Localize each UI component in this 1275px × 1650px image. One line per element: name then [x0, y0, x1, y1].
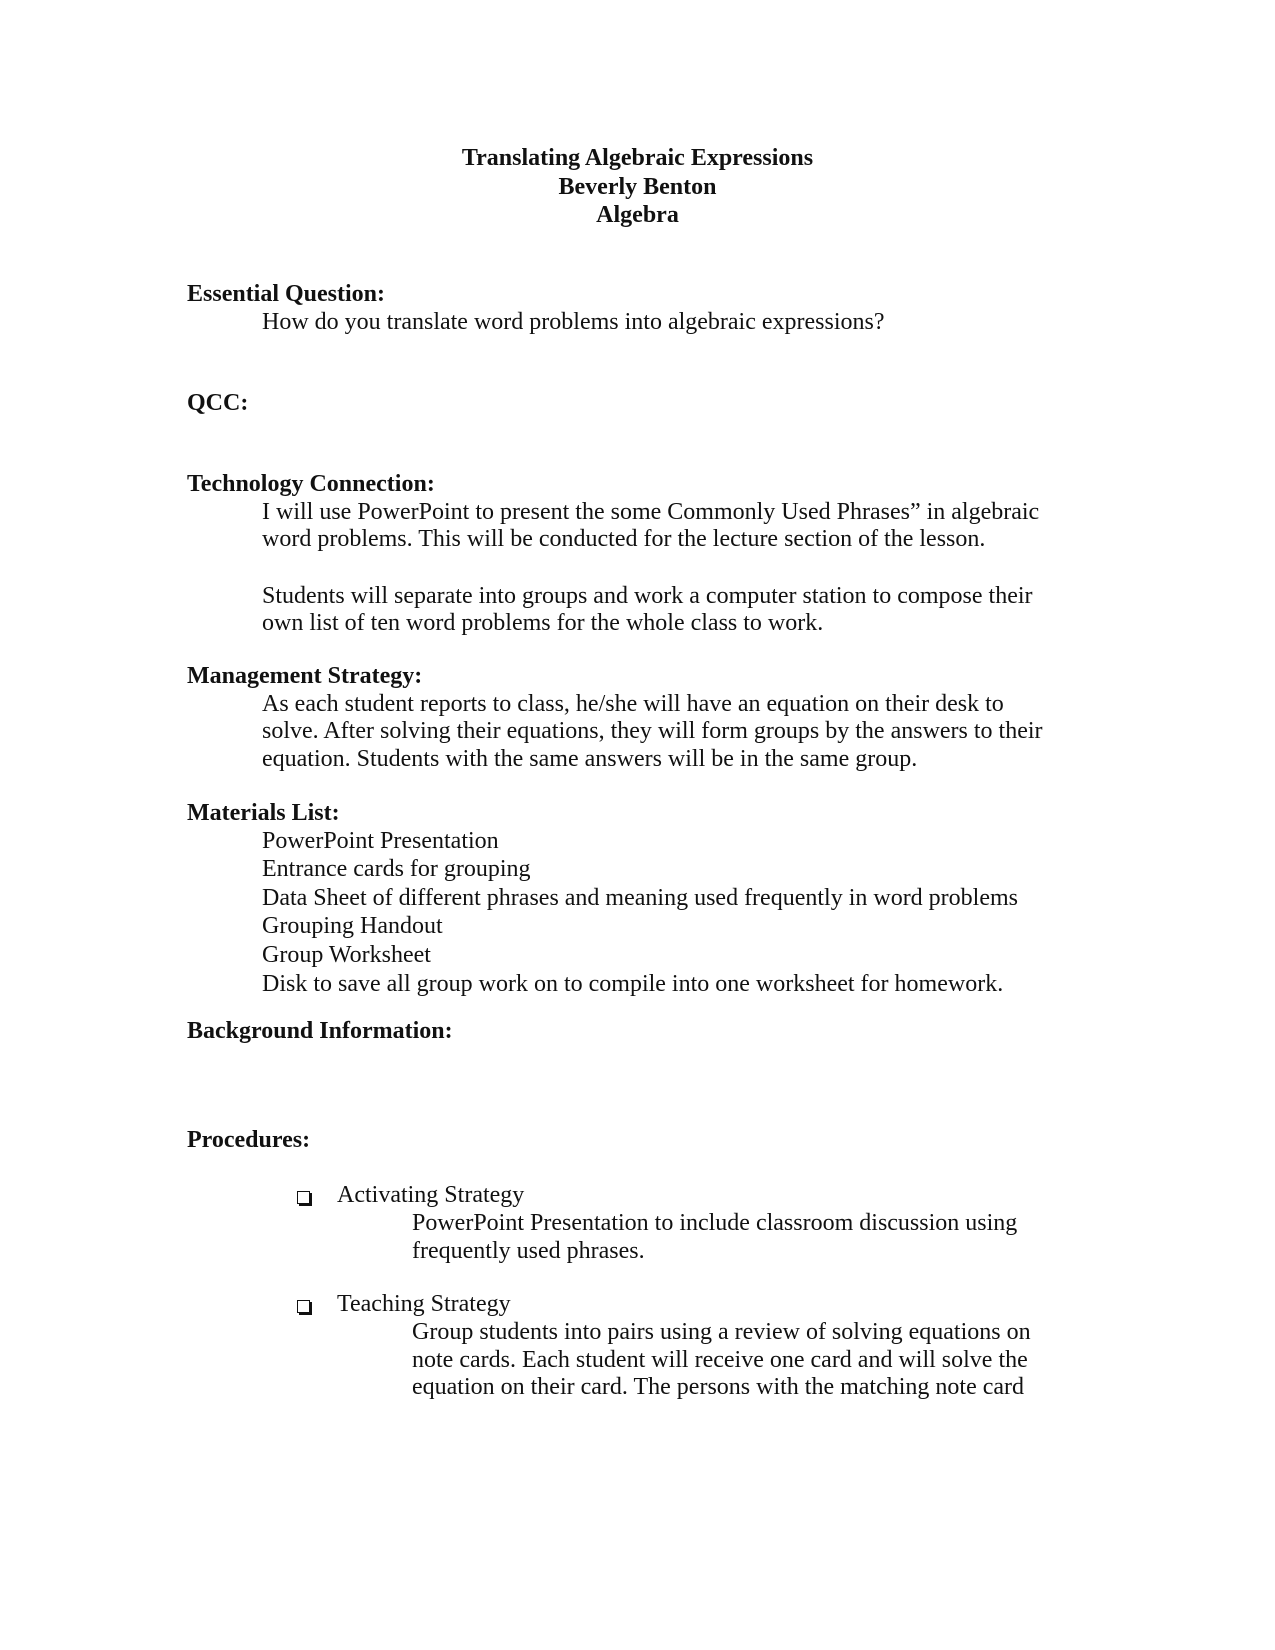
procedure-description: Group students into pairs using a review of solving equations on note cards. Each student will receive one card and will solve the equation on their card. The persons with the matching note card — [412, 1319, 1031, 1401]
procedure-label: Activating Strategy — [337, 1182, 525, 1208]
document-title: Translating Algebraic Expressions — [461, 145, 814, 171]
essential-question-text: How do you translate word problems into algebraic expressions? — [262, 308, 885, 335]
materials-section — [187, 800, 1107, 999]
qcc-section — [187, 390, 1107, 418]
list-item: Disk to save all group work on to compile into one worksheet for homework. — [262, 970, 1004, 997]
management-section — [187, 663, 1107, 773]
list-item: Data Sheet of different phrases and meaning used frequently in word problems — [262, 884, 1018, 911]
materials-heading: Materials List: — [187, 800, 340, 826]
materials-list — [187, 828, 1107, 1000]
technology-paragraph-1: I will use PowerPoint to present the some Commonly Used Phrases” in algebraic word problems. This will be conducted for the lecture section of the lesson. — [262, 498, 1040, 553]
essential-question-heading: Essential Question: — [187, 281, 386, 307]
document-author: Beverly Benton — [558, 173, 717, 200]
procedures-section — [187, 1127, 1107, 1155]
technology-heading: Technology Connection: — [187, 471, 435, 497]
essential-question-section — [187, 281, 1107, 336]
management-heading: Management Strategy: — [187, 663, 423, 689]
document-header — [0, 145, 1275, 231]
background-heading: Background Information: — [187, 1018, 453, 1044]
qcc-heading: QCC: — [187, 390, 249, 416]
list-item: Grouping Handout — [262, 913, 443, 940]
procedure-description: PowerPoint Presentation to include classroom discussion using frequently used phrases. — [412, 1210, 1018, 1264]
technology-paragraph-2: Students will separate into groups and work a computer station to compose their own list of ten word problems for the whole class to work. — [262, 582, 1033, 637]
checkbox-bullet-icon — [297, 1300, 310, 1313]
background-section — [187, 1018, 1107, 1046]
document-subject: Algebra — [596, 202, 679, 228]
list-item: Entrance cards for grouping — [262, 856, 531, 883]
management-text: As each student reports to class, he/she will have an equation on their desk to solve. After solving their equations, they will form groups by the answers to their equation. Students with the same answers will be in the same group. — [262, 690, 1043, 772]
procedure-label: Teaching Strategy — [337, 1291, 511, 1317]
checkbox-bullet-icon — [297, 1191, 310, 1204]
list-item: Group Worksheet — [262, 941, 431, 968]
procedures-heading: Procedures: — [187, 1127, 311, 1153]
list-item: PowerPoint Presentation — [262, 827, 499, 854]
technology-section — [187, 471, 1107, 638]
